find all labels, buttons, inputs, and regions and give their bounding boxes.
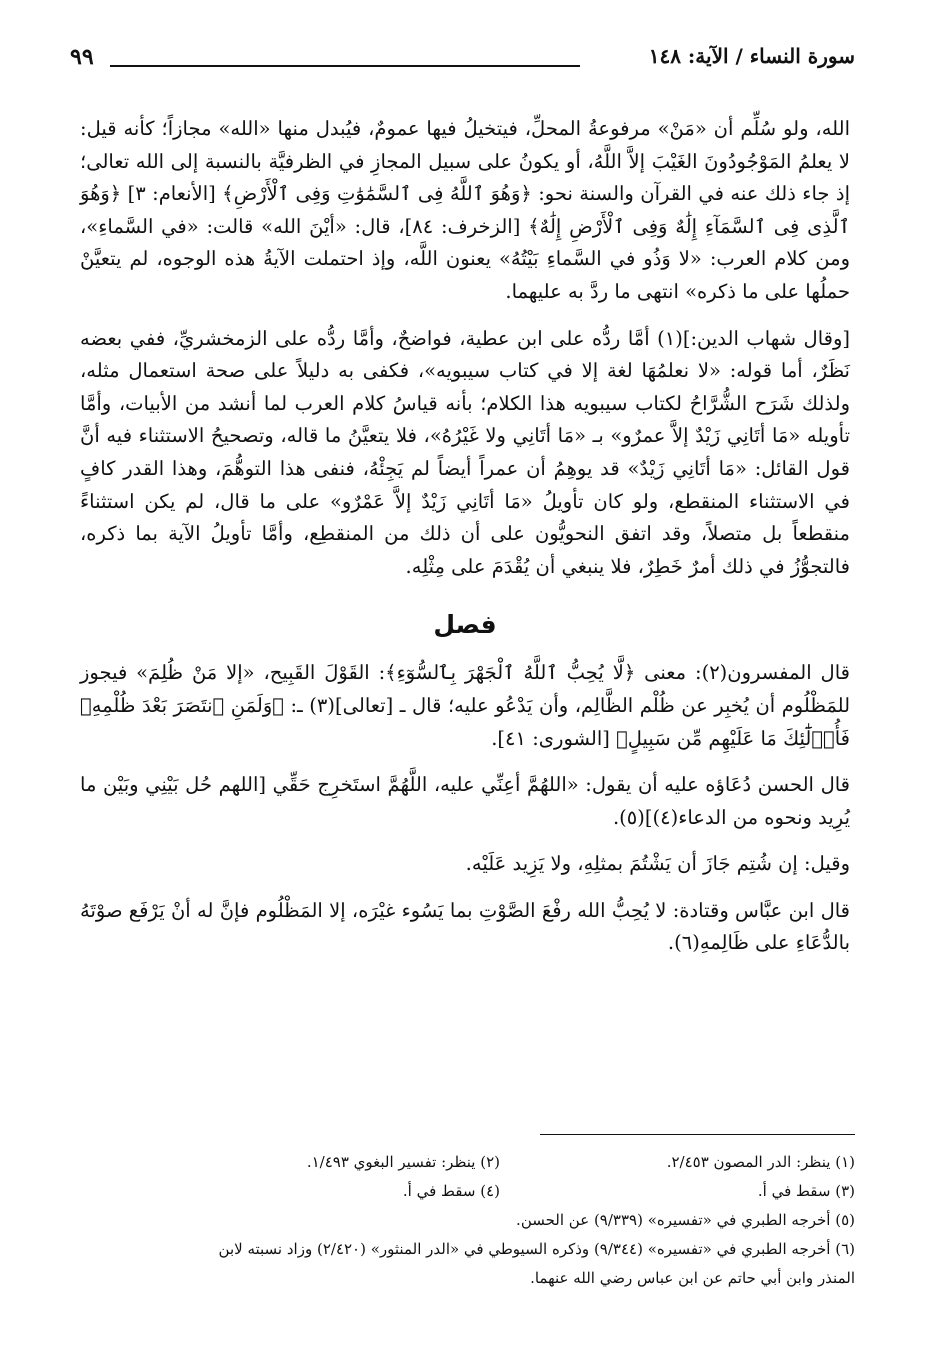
footnote-4: (٤) سقط في أ.: [402, 1182, 500, 1200]
footnote-5: (٥) أخرجه الطبري في «تفسيره» (٩/٣٣٩) عن الحسن.: [516, 1211, 855, 1229]
header-title: سورة النساء / الآية: ١٤٨: [648, 44, 855, 68]
paragraph-3: قال المفسرون(٢): معنى ﴿لَّا يُحِبُّ ٱللَّهُ ٱلْجَهْرَ بِٱلسُّوٓءِ﴾: القَوْلَ القَبِيح، «إلا مَنْ ظُلِمَ» فيجوز للمَظْلُوم أن يُخبِر عن ظُلْم الظَّالِم، وأن يَدْعُو عليه؛ قال ـ [تعالى](٣) ـ: ﴿وَلَمَنِ ٱنتَصَرَ بَعْدَ ظُلْمِهِۦ فَأُو۟لَٰٓئِكَ مَا عَلَيْهِم مِّن سَبِيلٍ﴾ [الشورى: ٤١].: [80, 661, 851, 750]
footnote-2: (٢) ينظر: تفسير البغوي ١/٤٩٣.: [306, 1153, 500, 1171]
footnote-row-2: [80, 1177, 855, 1206]
section-heading: فصل: [433, 610, 497, 640]
page-number: ٩٩: [70, 44, 94, 70]
paragraph-4: قال الحسن دُعَاؤه عليه أن يقول: «اللهُمَّ أعِنِّي عليه، اللَّهُمَّ استَخرِج حَقِّي [اللهم حُل بَيْنِي وبَيْن ما يُرِيد ونحوه من الدعاء(٤)](٥).: [80, 773, 850, 829]
header-rule: [110, 65, 580, 67]
footnote-row-1: [80, 1148, 855, 1177]
paragraph-1: الله، ولو سُلِّم أن «مَنْ» مرفوعةُ المحلِّ، فيتخيلُ فيها عمومٌ، فيُبدل منها «الله» مجازاً؛ كأنه قيل: لا يعلمُ المَوْجُودُونَ الغَيْبَ إلاَّ اللَّهُ، أو يكونُ على سبيل المجازِ في الظرفيَّة بالنسبة إلى الله تعالى؛ إذ جاء ذلك عنه في القرآن والسنة نحو: ﴿وَهُوَ ٱللَّهُ فِى ٱلسَّمَٰوَٰتِ وَفِى ٱلْأَرْضِ﴾ [الأنعام: ٣] ﴿وَهُوَ ٱلَّذِى فِى ٱلسَّمَآءِ إِلَٰهٌ وَفِى ٱلْأَرْضِ إِلَٰهٌ﴾ [الزخرف: ٨٤]، قال: «أيْنَ الله» قالت: «في السَّماءِ»، ومن كلام العرب: «لا وَذُو في السَّماءِ بَيْتُهُ» يعنون اللَّه، وإذ احتملت الآيةُ هذه الوجوه، لم يتعيَّنْ حملُها على ما ذكره» انتهى ما ردَّ به عليهما.: [80, 117, 851, 303]
main-text: [80, 113, 850, 960]
paragraph-5: وقيل: إن شُتِم جَازَ أن يَشْتُمَ بمثلِهِ، ولا يَزِيد عَلَيْه.: [465, 852, 850, 876]
footnote-1: (١) ينظر: الدر المصون ٢/٤٥٣.: [666, 1153, 855, 1171]
running-header: [70, 44, 855, 78]
paragraph-6: قال ابن عبَّاس وقتادة: لا يُحِبُّ الله رفْعَ الصَّوْتِ بما يَسُوء غيْرَه، إلا المَظْلُوم فإنَّ له أنْ يَرْفَع صوْتَهُ بالدُّعَاءِ على ظَالِمهِ(٦).: [80, 898, 850, 955]
footnotes: [80, 1148, 855, 1293]
paragraph-2: [وقال شهاب الدين:](١) أمَّا ردُّه على ابن عطية، فواضحٌ، وأمَّا ردُّه على الزمخشريِّ، ففي بعضه نَظَرٌ، أما قوله: «لا نعلمُهَا لغة إلا في كتاب سيبويه»، فكفى به دليلاً على صحة استعمال مثله، ولذلك شَرَح الشُّرَّاحُ لكتاب سيبويه هذا الكلام؛ بأنه قياسُ كلام العرب لما أنشد من الأبيات، وأمَّا تأويله «مَا أتَانِي زَيْدٌ إلاَّ عمرٌو» بـ «مَا أتَانِي ولا غَيْرُهُ»، فلا يتعيَّنُ ما قاله، وتصحيحُ الاستثناء فيه أنَّ قول القائل: «مَا أتَانِي زَيْدٌ» قد يوهِمُ أن عمراً أيضاً لم يَجِئْهُ، فنفى هذا التوهُّمَ، وهذا القدر كافٍ في الاستثناء المنقطع، ولو كان تأويلُ «مَا أتَانِي زَيْدٌ إلاَّ عَمْرٌو» على ما قال، لم يكن استثناءً منقطعاً بل متصلاً، وقد اتفق النحويُّون على أن ذلك من المنقطِع، وأمَّا تأويلُ الآية بما ذكره، فالتجوُّزُ في ذلك أمرٌ خَطِرٌ، فلا ينبغي أن يُقْدَمَ على مِثْلِه.: [80, 326, 850, 578]
footnote-3: (٣) سقط في أ.: [757, 1182, 855, 1200]
footnote-6-line-2: المنذر وابن أبي حاتم عن ابن عباس رضي الله عنهما.: [530, 1269, 855, 1287]
footnote-separator: [540, 1134, 855, 1135]
footnote-6-line-1: (٦) أخرجه الطبري في «تفسيره» (٩/٣٤٤) وذكره السيوطي في «الدر المنثور» (٢/٤٢٠) وزاد نسبته لابن: [218, 1240, 855, 1258]
